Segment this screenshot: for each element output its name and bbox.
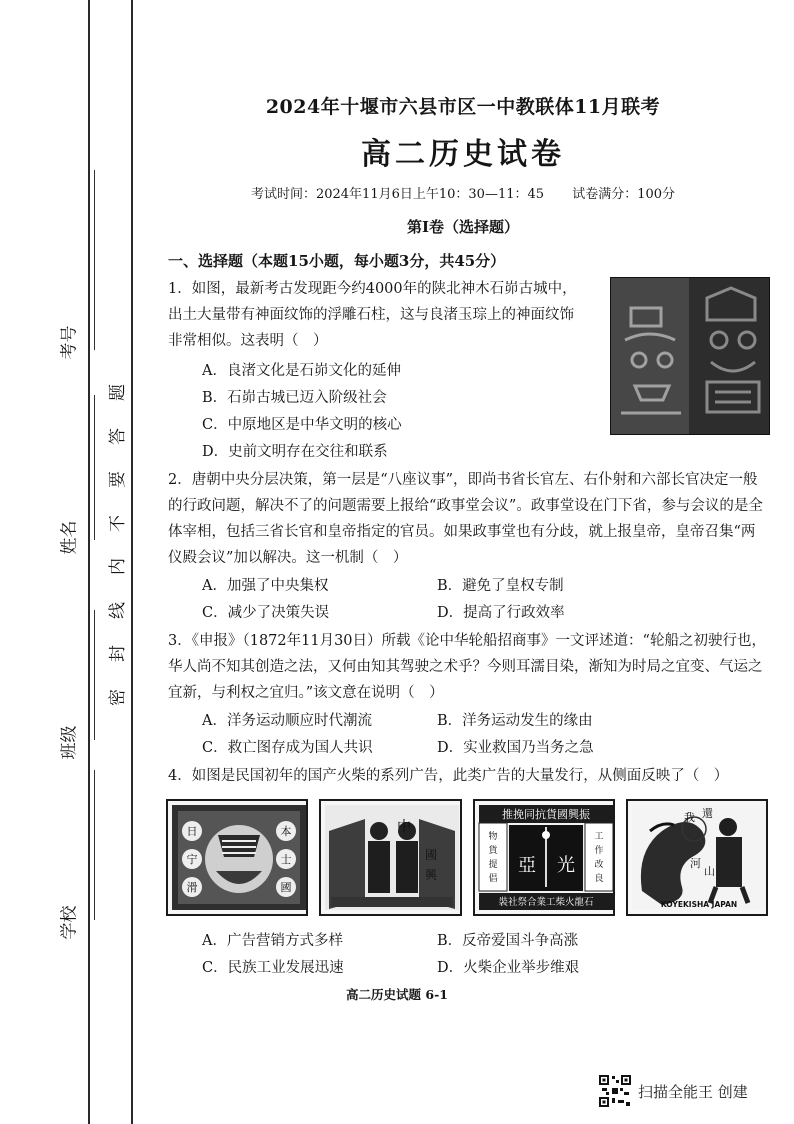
page-footer: 高二历史试题 6-1 (346, 987, 448, 1002)
section-heading: 一、选择题（本题15小题，每小题3分，共45分） (168, 252, 506, 270)
seal-char: 题 (107, 384, 128, 401)
option-a[interactable]: A．洋务运动顺应时代潮流 (202, 713, 372, 729)
seal-char: 封 (107, 645, 128, 663)
ad4-char: 還 (701, 807, 713, 820)
scanner-watermark (598, 1074, 748, 1108)
school-label: 学校 (59, 905, 80, 940)
option-b[interactable]: B．反帝爱国斗争高涨 (437, 933, 579, 949)
exam-title: 2024年十堰市六县市区一中教联体11月联考 (265, 96, 661, 118)
option-d[interactable]: D．史前文明存在交往和联系 (202, 444, 388, 460)
svg-text:工: 工 (593, 832, 604, 842)
svg-text:物: 物 (487, 832, 498, 842)
ad4-char: 河 (689, 857, 701, 870)
ad2-char: 國 (425, 848, 438, 862)
ad3-big-char: 光 (556, 855, 575, 876)
seal-char: 线 (107, 601, 128, 619)
exam-info (158, 183, 768, 202)
question-4 (168, 763, 768, 982)
ad4-char: 我 (683, 811, 695, 824)
question-stem: 2．唐朝中央分层决策，第一层是“八座议事”，即尚书省长官左、右仆射和六部长官决定一般的行政问题，解决不了的问题需要上报给“政事堂会议”。政事堂设在门下省，参与会议的是全体宰相，包括三省长官和皇帝指定的官员。如果政事堂也有分歧，就上报皇帝，皇帝召集“两仪殿会议”加以解决。这一机制（ ） (168, 472, 763, 566)
exam-number-line (94, 170, 95, 350)
option-c[interactable]: C．中原地区是中华文明的核心 (202, 417, 402, 433)
options (168, 708, 768, 762)
ad3-top-text: 推挽同抗貨國興振 (501, 808, 590, 821)
option-d[interactable]: D．火柴企业举步维艰 (437, 960, 580, 976)
option-a[interactable]: A．良渚文化是石峁文化的延伸 (202, 363, 401, 379)
svg-text:倡: 倡 (487, 874, 498, 884)
ad1-char: 士 (280, 853, 292, 866)
binding-line-inner (131, 0, 133, 1124)
class-label: 班级 (59, 725, 80, 760)
ad2-char: 中 (397, 819, 412, 835)
ad4-char: 山 (703, 865, 715, 878)
exam-content (168, 92, 768, 982)
subject-title: 高二历史试卷 (361, 137, 565, 172)
question-stem: 1．如图，最新考古发现距今约4000年的陕北神木石峁古城中，出土大量带有神面纹饰的浮雕石柱，这与良渚玉琮上的神面纹饰非常相似。这表明（ ） (168, 281, 577, 349)
svg-text:貨: 貨 (487, 846, 498, 856)
ad3-big-char: 亞 (517, 855, 536, 876)
match-ad-4 (626, 799, 768, 916)
question-1 (168, 276, 768, 466)
seal-char: 答 (107, 427, 128, 445)
match-ads-row (166, 799, 768, 916)
class-field[interactable] (50, 700, 90, 780)
options (168, 573, 768, 627)
question-2 (168, 467, 768, 627)
ad4-caption: KOYEKISHA JAPAN (660, 900, 737, 909)
exam-time: 考试时间：2024年11月6日上午10：30—11：45 (250, 187, 545, 202)
ad1-char: 日 (186, 825, 198, 838)
question-stem: 4．如图是民国初年的国产火柴的系列广告，此类广告的大量发行，从侧面反映了（ ） (168, 768, 729, 784)
exam-number-field[interactable] (50, 300, 90, 380)
option-c[interactable]: C．救亡图存成为国人共识 (202, 740, 373, 756)
exam-number-label: 考号 (59, 325, 80, 360)
option-c[interactable]: C．减少了决策失误 (202, 605, 330, 621)
option-c[interactable]: C．民族工业发展迅速 (202, 960, 344, 976)
svg-text:作: 作 (593, 846, 604, 856)
option-d[interactable]: D．提高了行政效率 (437, 605, 565, 621)
option-b[interactable]: B．避免了皇权专制 (437, 578, 564, 594)
ad3-bottom-text: 裝社祭合業工柴火龍石 (497, 897, 594, 908)
svg-text:改: 改 (593, 860, 604, 870)
seal-notice (100, 380, 130, 710)
ad2-char: 興 (425, 868, 438, 882)
ad1-char: 滑 (186, 881, 198, 894)
name-field[interactable] (50, 495, 90, 575)
name-line (94, 395, 95, 540)
question-stem: 3．《申报》（1872年11月30日）所载《论中华轮船招商事》一文评述道：“轮船之初驶行也，华人尚不知其创造之法，又何由知其驾驶之术乎？今则耳濡目染，渐知为时局之宜变、气运之宜新，与利权之宜归。”该文意在说明（ ） (168, 633, 766, 701)
options (168, 928, 768, 982)
stone-pillar-photo (610, 277, 770, 435)
watermark-text: 扫描全能王 创建 (638, 1082, 748, 1101)
option-a[interactable]: A．加强了中央集权 (202, 578, 329, 594)
svg-text:提: 提 (487, 860, 498, 870)
option-d[interactable]: D．实业救国乃当务之急 (437, 740, 594, 756)
match-ad-1 (166, 799, 308, 916)
option-b[interactable]: B．洋务运动发生的缘由 (437, 713, 593, 729)
school-line (94, 770, 95, 920)
ad1-char: 宁 (186, 853, 198, 866)
seal-char: 要 (107, 471, 128, 489)
qr-code-icon (598, 1074, 632, 1108)
question-3 (168, 628, 768, 762)
match-ad-3 (473, 799, 615, 916)
class-line (94, 610, 95, 740)
seal-char: 内 (107, 558, 128, 576)
name-label: 姓名 (59, 520, 80, 555)
seal-char: 不 (107, 514, 128, 532)
svg-text:良: 良 (593, 874, 604, 884)
match-ad-2 (319, 799, 461, 916)
ad1-char: 本 (280, 825, 292, 838)
option-b[interactable]: B．石峁古城已迈入阶级社会 (202, 390, 387, 406)
full-score: 试卷满分：100分 (572, 187, 676, 202)
ad1-char: 國 (280, 881, 292, 894)
school-field[interactable] (50, 890, 90, 950)
volume-title: 第Ⅰ卷（选择题） (406, 218, 520, 236)
seal-char: 密 (107, 688, 128, 706)
option-a[interactable]: A．广告营销方式多样 (202, 933, 343, 949)
